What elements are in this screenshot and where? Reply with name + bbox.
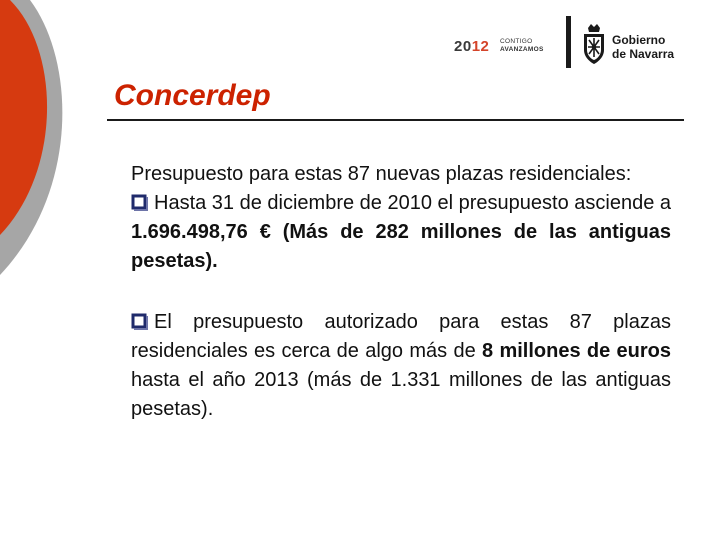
campaign-year-part-b: 12 (471, 38, 490, 55)
campaign-year-part-a: 20 (454, 38, 472, 55)
campaign-logo-year (454, 38, 489, 55)
bullet-1-bold-text: 1.696.498,76 € (Más de 282 millones de las antiguas pesetas). (131, 221, 671, 272)
bullet-2-text-start: El presupuesto autorizado para estas 87 plazas residenciales es cerca de algo más de (131, 311, 671, 362)
intro-paragraph: Presupuesto para estas 87 nuevas plazas residenciales: (131, 163, 632, 185)
campaign-line-1: CONTIGO (500, 38, 533, 45)
gov-line-2: de Navarra (612, 47, 675, 61)
logo-divider-bar (566, 16, 571, 68)
gobierno-navarra-logo-text (612, 33, 674, 61)
bullet-2-text-end: hasta el año 2013 (más de 1.331 millones de las antiguas pesetas). (131, 369, 671, 420)
checkbox-bullet-icon (131, 313, 148, 330)
decorative-swoosh (0, 0, 110, 300)
bullet-item-2 (131, 308, 671, 424)
navarra-coat-of-arms-icon (582, 24, 606, 64)
title-underline (107, 119, 684, 121)
slide-body (131, 160, 671, 424)
checkbox-bullet-icon (131, 194, 148, 211)
campaign-logo-text (500, 38, 544, 54)
gov-line-1: Gobierno (612, 33, 666, 47)
slide-title: Concerdep (114, 79, 271, 112)
bullet-2-bold-text: 8 millones de euros (482, 340, 671, 362)
bullet-item-1 (131, 189, 671, 276)
bullet-1-text: Hasta 31 de diciembre de 2010 el presupuesto asciende a (154, 192, 672, 214)
header-logos (450, 14, 710, 70)
campaign-line-2: AVANZAMOS (500, 46, 544, 53)
